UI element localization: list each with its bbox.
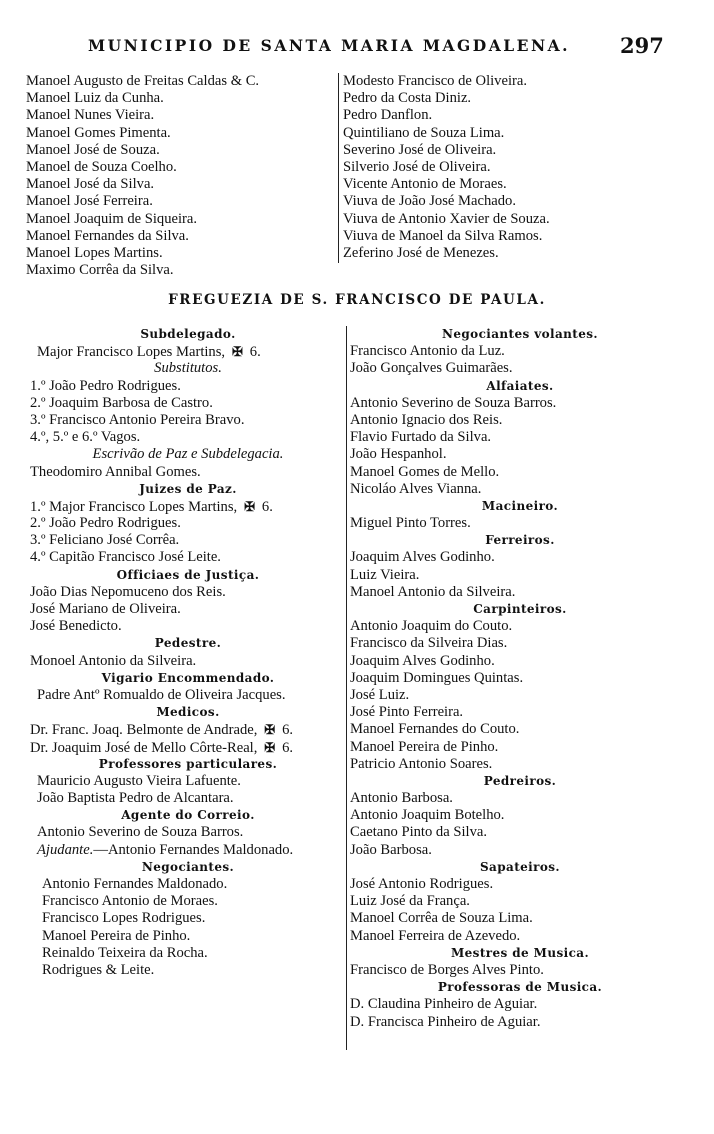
subdelegado-name: Major Francisco Lopes Martins, <box>37 344 226 361</box>
list-item: Manoel Lopes Martins. <box>26 244 163 261</box>
list-item: João Hespanhol. <box>350 446 447 463</box>
list-item: Patricio Antonio Soares. <box>350 755 493 772</box>
list-item: Flavio Furtado da Silva. <box>350 429 492 446</box>
list-item: Manoel Ferreira de Azevedo. <box>350 927 521 944</box>
list-item: Nicoláo Alves Vianna. <box>350 480 482 497</box>
escrivao-name: Theodomiro Annibal Gomes. <box>30 463 201 480</box>
medico-name: Dr. Franc. Joaq. Belmonte de Andrade, <box>30 722 258 739</box>
heading-carpinteiros: Carpinteiros. <box>473 602 567 616</box>
list-item: Francisco Antonio de Moraes. <box>42 893 218 910</box>
list-item: João Barbosa. <box>350 841 432 858</box>
list-item: Manoel José Ferreira. <box>26 193 153 210</box>
list-item: Pedro Danflon. <box>343 107 433 124</box>
heading-correio: Agente do Correio. <box>121 808 255 823</box>
list-item: Severino José de Oliveira. <box>343 141 497 158</box>
column-rule-top <box>338 73 339 263</box>
list-item: Modesto Francisco de Oliveira. <box>343 73 527 89</box>
list-item: Antonio Ignacio dos Reis. <box>350 411 503 428</box>
list-item: Manoel Fernandes da Silva. <box>26 227 189 244</box>
heading-officiaes: Officiaes de Justiça. <box>116 567 260 582</box>
list-item: Manoel Augusto de Freitas Caldas & C. <box>26 73 260 89</box>
heading-professores: Professores particulares. <box>98 756 278 771</box>
list-item: Maximo Corrêa da Silva. <box>26 262 174 279</box>
list-item: Manoel Nunes Vieira. <box>26 107 155 124</box>
column-rule-parish <box>346 326 347 1050</box>
heading-subdelegado: Subdelegado. <box>140 327 236 341</box>
order-insignia-icon: ✠ <box>240 498 259 514</box>
list-item: Joaquim Domingues Quintas. <box>350 669 524 686</box>
medico-name: Dr. Joaquim José de Mello Côrte-Real, <box>30 739 258 756</box>
order-insignia-icon: ✠ <box>228 344 247 360</box>
list-item: Luiz José da França. <box>350 893 470 910</box>
list-item: Vicente Antonio de Moraes. <box>343 176 507 193</box>
heading-pedreiros: Pedreiros. <box>483 773 557 788</box>
list-item: 2.º Joaquim Barbosa de Castro. <box>30 394 213 411</box>
list-item: José Antonio Rodrigues. <box>350 876 494 892</box>
list-item: Antonio Joaquim Botelho. <box>350 807 505 824</box>
list-item: Manoel José de Souza. <box>26 141 160 158</box>
list-item: 1.º João Pedro Rodrigues. <box>30 377 181 394</box>
heading-alfaiates: Alfaiates. <box>486 378 554 393</box>
ajudante-entry <box>30 842 346 859</box>
correio-name: Antonio Severino de Souza Barros. <box>37 824 244 841</box>
list-item: José Benedicto. <box>30 618 122 635</box>
list-item: Luiz Vieira. <box>350 566 420 583</box>
heading-ferreiros: Ferreiros. <box>485 533 555 548</box>
heading-mestres: Mestres de Musica. <box>450 945 590 960</box>
heading-juizes: Juizes de Paz. <box>139 481 237 496</box>
list-item: Manoel de Souza Coelho. <box>26 158 177 175</box>
list-item: Mauricio Augusto Vieira Lafuente. <box>37 772 241 789</box>
list-item: Caetano Pinto da Silva. <box>350 824 488 841</box>
list-item: Joaquim Alves Godinho. <box>350 549 495 566</box>
list-item: 2.º João Pedro Rodrigues. <box>30 515 181 532</box>
list-item: 3.º Francisco Antonio Pereira Bravo. <box>30 411 245 428</box>
list-item: Francisco Antonio da Luz. <box>350 343 505 360</box>
ajudante-name: —Antonio Fernandes Maldonado. <box>93 841 294 858</box>
list-item: José Mariano de Oliveira. <box>30 601 181 617</box>
list-item: Manoel Pereira de Pinho. <box>350 738 499 755</box>
juiz-entry <box>30 498 346 515</box>
list-item: Viuva de Manoel da Silva Ramos. <box>343 227 543 244</box>
order-insignia-icon: ✠ <box>261 739 279 755</box>
heading-escrivao: Escrivão de Paz e Subdelegacia. <box>92 446 284 463</box>
juiz-order: 6. <box>261 498 273 515</box>
list-item: Manoel Luiz da Cunha. <box>26 90 164 107</box>
medico-order: 6. <box>282 722 294 739</box>
heading-volantes: Negociantes volantes. <box>441 327 599 341</box>
running-head: MUNICIPIO DE SANTA MARIA MAGDALENA. <box>88 36 571 55</box>
list-item: Manoel Gomes Pimenta. <box>26 124 171 141</box>
medico-entry <box>30 739 346 756</box>
heading-medicos: Medicos. <box>156 705 220 720</box>
list-item: José Pinto Ferreira. <box>350 704 464 721</box>
macineiro-name: Miguel Pinto Torres. <box>350 515 471 532</box>
heading-substitutos: Substitutos. <box>154 360 222 377</box>
list-item: Rodrigues & Leite. <box>42 961 155 978</box>
list-item: Quintiliano de Souza Lima. <box>343 124 505 141</box>
vigario-name: Padre Antº Romualdo de Oliveira Jacques. <box>37 686 286 703</box>
heading-vigario: Vigario Encommendado. <box>101 670 275 685</box>
ajudante-label: Ajudante. <box>37 841 94 858</box>
heading-professoras: Professoras de Musica. <box>437 980 603 995</box>
heading-sapateiros: Sapateiros. <box>479 859 560 874</box>
heading-pedestre: Pedestre. <box>154 636 222 651</box>
list-item: Manoel Antonio da Silveira. <box>350 583 516 600</box>
subdelegado-entry <box>30 343 346 360</box>
section-title: FREGUEZIA DE S. FRANCISCO DE PAULA. <box>168 292 546 308</box>
list-item: Silverio José de Oliveira. <box>343 158 491 175</box>
list-item: Viuva de Antonio Xavier de Souza. <box>343 210 550 227</box>
list-item: Manoel Joaquim de Siqueira. <box>26 210 198 227</box>
list-item: Viuva de João José Machado. <box>343 193 516 210</box>
top-right-list <box>343 73 673 262</box>
list-item: Francisco Lopes Rodrigues. <box>42 910 206 927</box>
list-item: Antonio Fernandes Maldonado. <box>42 876 228 892</box>
list-item: Antonio Severino de Souza Barros. <box>350 394 557 411</box>
parish-left-column <box>30 326 346 979</box>
order-insignia-icon: ✠ <box>261 722 279 738</box>
medico-entry <box>30 721 346 738</box>
list-item: D. Francisca Pinheiro de Aguiar. <box>350 1013 541 1030</box>
list-item: D. Claudina Pinheiro de Aguiar. <box>350 996 538 1013</box>
subdelegado-order: 6. <box>249 344 261 361</box>
list-item: Zeferino José de Menezes. <box>343 244 499 261</box>
page-number: 297 <box>620 33 664 58</box>
list-item: Manoel Gomes de Mello. <box>350 463 500 480</box>
juiz-name: 1.º Major Francisco Lopes Martins, <box>30 498 238 515</box>
heading-negociantes: Negociantes. <box>141 859 235 874</box>
list-item: José Luiz. <box>350 686 410 703</box>
parish-right-column <box>350 326 690 1031</box>
pedestre-name: Monoel Antonio da Silveira. <box>30 652 197 669</box>
list-item: Reinaldo Teixeira da Rocha. <box>42 944 208 961</box>
list-item: Manoel Corrêa de Souza Lima. <box>350 910 533 927</box>
list-item: João Dias Nepomuceno dos Reis. <box>30 583 226 600</box>
list-item: 3.º Feliciano José Corrêa. <box>30 532 180 549</box>
list-item: Francisco da Silveira Dias. <box>350 635 508 652</box>
list-item: João Baptista Pedro de Alcantara. <box>37 790 234 807</box>
list-item: 4.º, 5.º e 6.º Vagos. <box>30 429 141 446</box>
list-item: Joaquim Alves Godinho. <box>350 652 495 669</box>
list-item: 4.º Capitão Francisco José Leite. <box>30 549 221 566</box>
list-item: Manoel Fernandes do Couto. <box>350 721 520 738</box>
list-item: Manoel Pereira de Pinho. <box>42 927 191 944</box>
heading-macineiro: Macineiro. <box>481 498 559 513</box>
medico-order: 6. <box>282 739 294 756</box>
list-item: Manoel José da Silva. <box>26 176 155 193</box>
list-item: Pedro da Costa Diniz. <box>343 90 472 107</box>
list-item: Antonio Joaquim do Couto. <box>350 618 513 635</box>
mestre-name: Francisco de Borges Alves Pinto. <box>350 961 544 978</box>
list-item: Antonio Barbosa. <box>350 790 453 807</box>
top-left-list <box>26 73 338 279</box>
list-item: João Gonçalves Guimarães. <box>350 360 513 377</box>
